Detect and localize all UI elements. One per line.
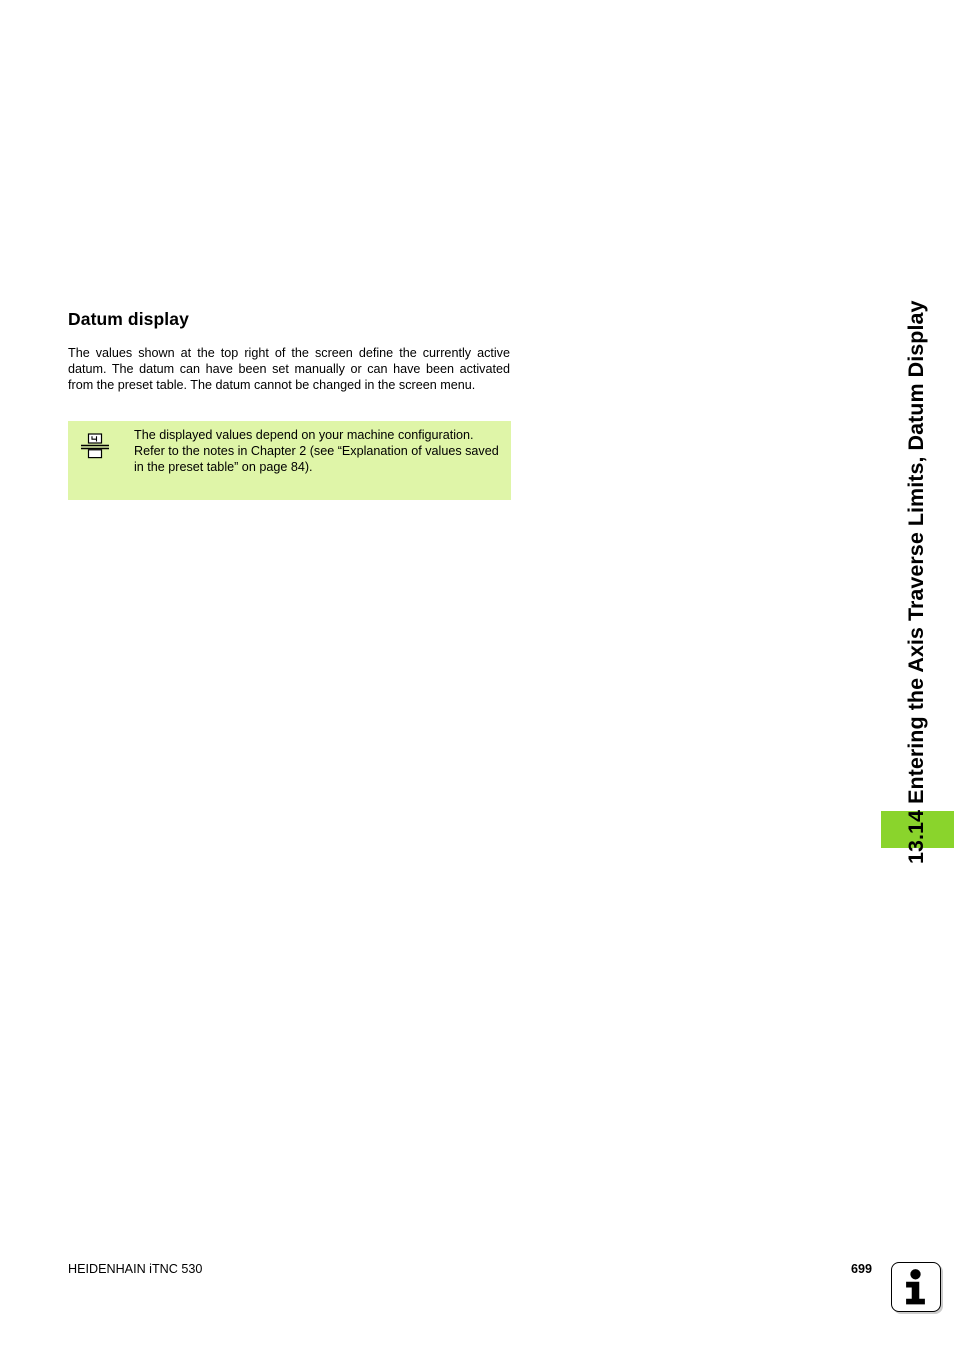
- page-number: 699: [850, 1262, 872, 1276]
- datum-description: The values shown at the top right of the screen define the currently active datum. The datum can have been set manually or can have been activated from the preset table. The datum cannot be changed in the screen menu.: [68, 346, 510, 392]
- section-heading: Datum display: [68, 309, 189, 329]
- machine-note-text: The displayed values depend on your machine configuration. Refer to the notes in Chapter 2 (see “Explanation of values saved in the preset table” on page 84).: [134, 428, 499, 474]
- machine-note-box: [68, 421, 511, 500]
- chapter-side-title: 13.14 Entering the Axis Traverse Limits, Datum Display: [904, 300, 928, 864]
- chapter-title-wrap: [893, 300, 939, 980]
- info-glyph-icon: [892, 1263, 939, 1310]
- info-icon: [891, 1262, 941, 1312]
- footer-brand: HEIDENHAIN iTNC 530: [68, 1262, 203, 1276]
- machine-config-icon: [80, 433, 110, 459]
